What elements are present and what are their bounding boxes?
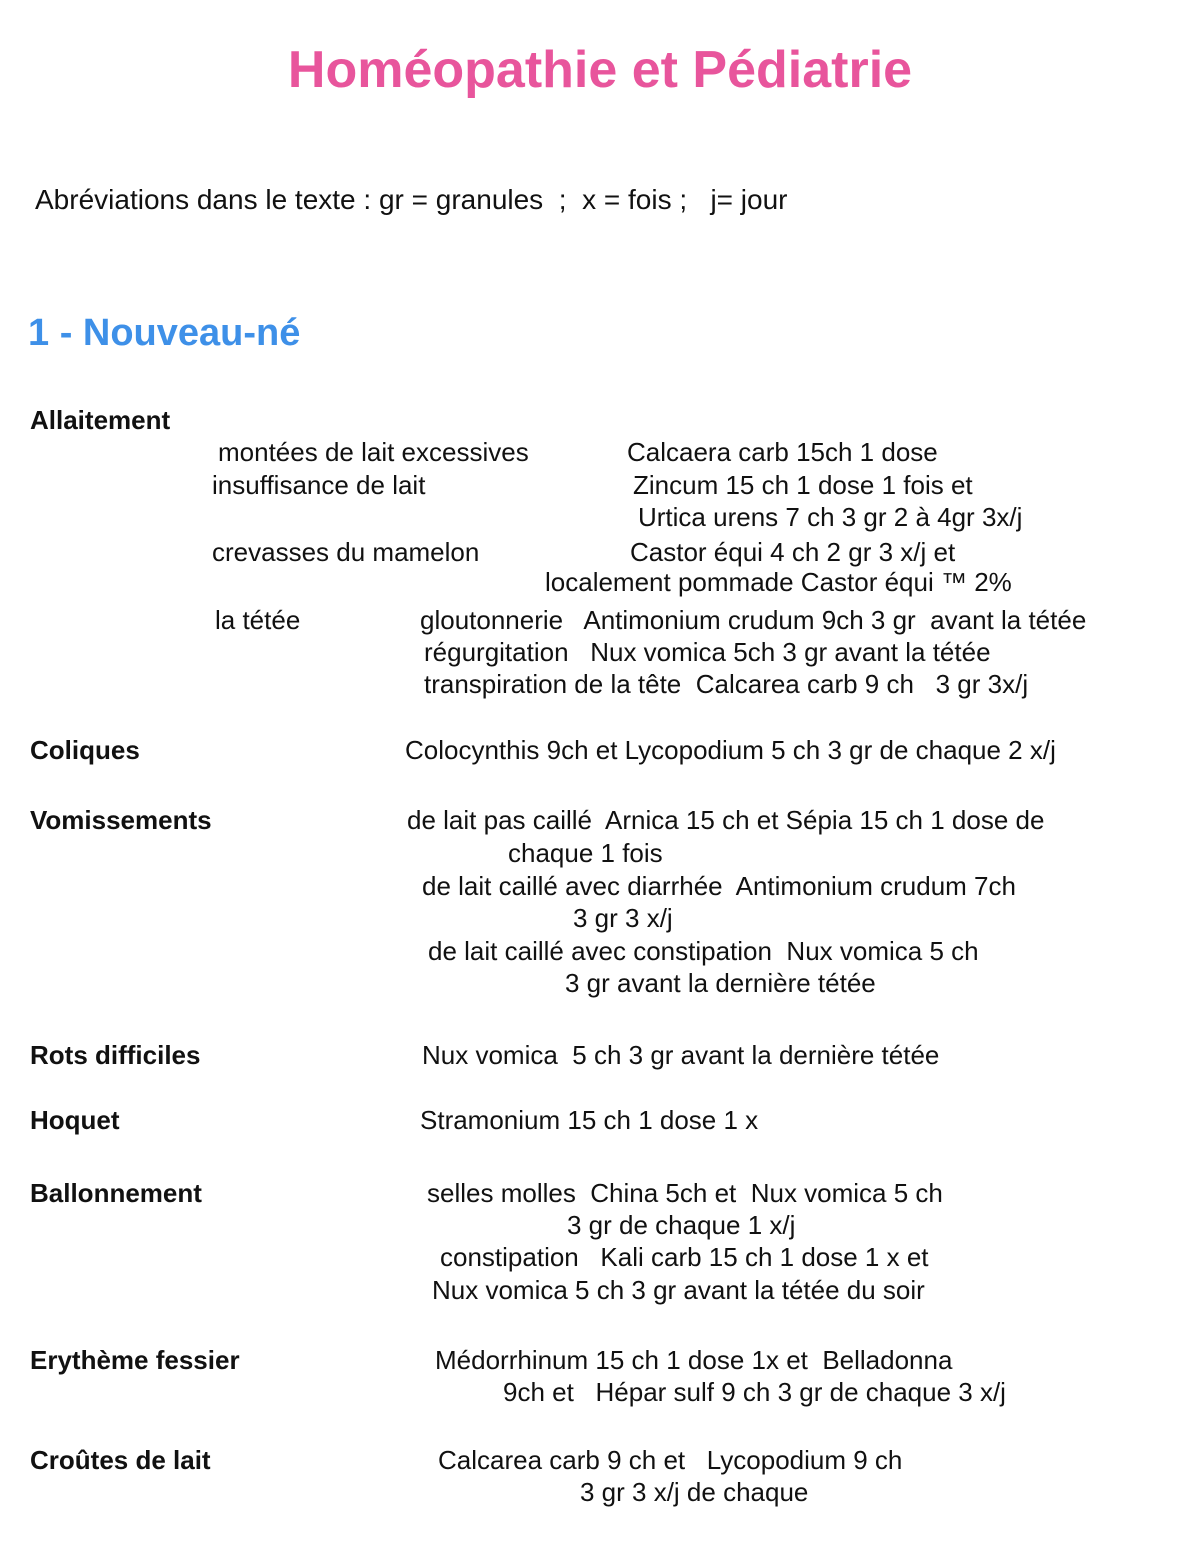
entry-label-erytheme-fessier: Erythème fessier [30, 1345, 240, 1375]
entry-line-vomissements [0, 902, 1200, 934]
entry-line-vomissements [0, 935, 1200, 967]
document-title: Homéopathie et Pédiatrie [287, 41, 913, 99]
entry-line-text: 9ch et Hépar sulf 9 ch 3 gr de chaque 3 x/j [503, 1377, 1006, 1407]
entry-line-text: Nux vomica 5 ch 3 gr avant la dernière tétée [422, 1040, 940, 1070]
entry-line-erytheme-fessier [0, 1376, 1200, 1408]
entry-line-allaitement [0, 436, 1200, 468]
entry-line-text: Nux vomica 5 ch 3 gr avant la tétée du soir [432, 1275, 925, 1305]
entry-line-text: selles molles China 5ch et Nux vomica 5 ch [427, 1178, 943, 1208]
entry-line-text: Calcarea carb 9 ch et Lycopodium 9 ch [438, 1445, 903, 1475]
entry-line-text: crevasses du mamelon [212, 537, 480, 567]
entry-line-erytheme-fessier [0, 1344, 1200, 1376]
entry-line-vomissements [0, 837, 1200, 869]
entry-line-ballonnement [0, 1241, 1200, 1273]
entry-line-ballonnement [0, 1209, 1200, 1241]
entry-label-vomissements: Vomissements [30, 805, 212, 835]
entry-line-allaitement [0, 668, 1200, 700]
entry-line-text: Stramonium 15 ch 1 dose 1 x [420, 1105, 759, 1135]
entry-line-text: 3 gr 3 x/j de chaque [580, 1477, 809, 1507]
entry-line-text: de lait pas caillé Arnica 15 ch et Sépia 15 ch 1 dose de [407, 805, 1045, 835]
entry-line-text: de lait caillé avec constipation Nux vomica 5 ch [428, 936, 979, 966]
entry-line-text: Colocynthis 9ch et Lycopodium 5 ch 3 gr de chaque 2 x/j [405, 735, 1056, 765]
entry-line-hoquet [0, 1104, 1200, 1136]
entry-line-text: Médorrhinum 15 ch 1 dose 1x et Belladonna [435, 1345, 953, 1375]
entry-line-text: la tétée [215, 605, 301, 635]
entry-line-vomissements [0, 870, 1200, 902]
entry-line-text: Calcaera carb 15ch 1 dose [627, 437, 938, 467]
entry-line-croutes-de-lait [0, 1444, 1200, 1476]
entry-line-ballonnement [0, 1177, 1200, 1209]
entry-line-allaitement [0, 536, 1200, 568]
entry-label-hoquet: Hoquet [30, 1105, 120, 1135]
entry-line-ballonnement [0, 1274, 1200, 1306]
entry-label-rots-difficiles: Rots difficiles [30, 1040, 201, 1070]
entry-line-text: gloutonnerie Antimonium crudum 9ch 3 gr avant la tétée [420, 605, 1087, 635]
entry-line-text: Castor équi 4 ch 2 gr 3 x/j et [630, 537, 956, 567]
entry-line-allaitement [0, 566, 1200, 598]
entry-line-text: insuffisance de lait [212, 470, 426, 500]
abbreviations-note: Abréviations dans le texte : gr = granules ; x = fois ; j= jour [35, 184, 788, 215]
entry-line-coliques [0, 734, 1200, 766]
entry-label-ballonnement: Ballonnement [30, 1178, 202, 1208]
entry-line-text: chaque 1 fois [508, 838, 663, 868]
entry-label-coliques: Coliques [30, 735, 140, 765]
entry-line-text: 3 gr avant la dernière tétée [565, 968, 876, 998]
entry-line-text: localement pommade Castor équi ™ 2% [545, 567, 1012, 597]
entry-line-allaitement [0, 469, 1200, 501]
entry-line-text: régurgitation Nux vomica 5ch 3 gr avant la tétée [424, 637, 991, 667]
entry-line-allaitement [0, 604, 1200, 636]
entry-label-allaitement: Allaitement [30, 405, 171, 435]
entry-line-text: transpiration de la tête Calcarea carb 9 ch 3 gr 3x/j [424, 669, 1029, 699]
entry-line-allaitement [0, 636, 1200, 668]
entry-line-text: montées de lait excessives [218, 437, 529, 467]
entry-line-text: 3 gr de chaque 1 x/j [567, 1210, 796, 1240]
entry-line-text: constipation Kali carb 15 ch 1 dose 1 x et [440, 1242, 929, 1272]
entry-line-rots-difficiles [0, 1039, 1200, 1071]
entry-line-allaitement [0, 501, 1200, 533]
entry-line-vomissements [0, 804, 1200, 836]
entry-line-text: Urtica urens 7 ch 3 gr 2 à 4gr 3x/j [638, 502, 1023, 532]
entry-line-text: Zincum 15 ch 1 dose 1 fois et [633, 470, 973, 500]
entry-line-croutes-de-lait [0, 1476, 1200, 1508]
entry-line-text: 3 gr 3 x/j [573, 903, 673, 933]
entry-line-vomissements [0, 967, 1200, 999]
section-heading-nouveau-ne: 1 - Nouveau-né [28, 312, 301, 354]
entry-line-text: de lait caillé avec diarrhée Antimonium crudum 7ch [422, 871, 1016, 901]
entry-label-croutes-de-lait: Croûtes de lait [30, 1445, 211, 1475]
